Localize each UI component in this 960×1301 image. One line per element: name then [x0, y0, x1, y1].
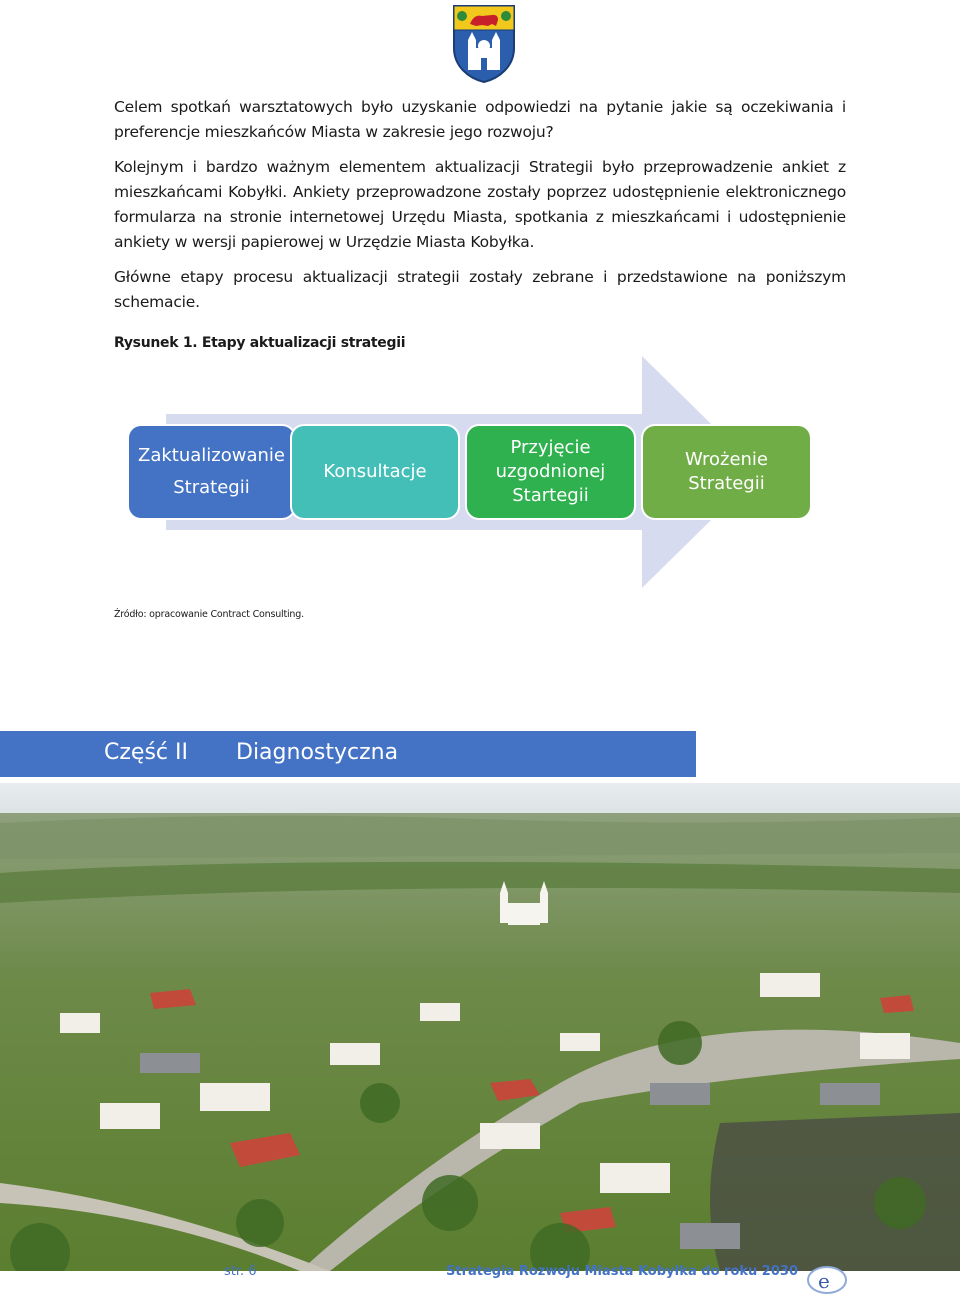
stage-label: Startegii: [512, 485, 589, 506]
svg-text:e: e: [818, 1269, 830, 1293]
footer-title: Strategia Rozwoju Miasta Kobyłka do roku 2030: [446, 1264, 798, 1279]
stage-label: Konsultacje: [323, 461, 427, 482]
section-part: Część II: [104, 740, 188, 765]
stage-label: Strategii: [173, 477, 250, 498]
section-name: Diagnostyczna: [236, 740, 399, 765]
stage-label: uzgodnionej: [495, 461, 606, 482]
process-diagram: [0, 350, 960, 600]
section-banner: [0, 731, 696, 777]
stage-label: Przyjęcie: [510, 437, 591, 458]
stages-paragraph: Główne etapy procesu aktualizacji strategii zostały zebrane i przedstawione na poniższym schemacie.: [114, 268, 846, 311]
stage-label: Zaktualizowanie: [138, 445, 285, 466]
footer-page-number: str. 6: [224, 1264, 257, 1279]
stage-adoption: [467, 426, 634, 518]
stage-update-strategy: [129, 426, 294, 518]
publisher-logo-icon: [806, 1262, 848, 1294]
stage-consultations: [292, 426, 458, 518]
figure-source: Źródło: opracowanie Contract Consulting.: [114, 609, 304, 620]
stage-label: Wrożenie: [684, 449, 768, 470]
figure-caption: Rysunek 1. Etapy aktualizacji strategii: [114, 335, 406, 351]
intro-paragraph: Celem spotkań warsztatowych było uzyskanie odpowiedzi na pytanie jakie są oczekiwania i preferencje mieszkańców Miasta w zakresie jego rozwoju?: [114, 98, 846, 141]
aerial-town-photo: [0, 783, 960, 1271]
stage-label: Strategii: [688, 473, 765, 494]
stage-implementation: [643, 426, 810, 518]
coat-of-arms-icon: [452, 4, 516, 84]
survey-paragraph: Kolejnym i bardzo ważnym elementem aktualizacji Strategii było przeprowadzenie ankiet z mieszkańcami Kobyłki. Ankiety przeprowadzone zostały poprzez udostępnienie elektronicznego formularza na stronie internetowej Urzędu Miasta, spotkania z mieszkańcami i udostępnienie ankiety w wersji papierowej w Urzędzie Miasta Kobyłka.: [114, 158, 846, 251]
